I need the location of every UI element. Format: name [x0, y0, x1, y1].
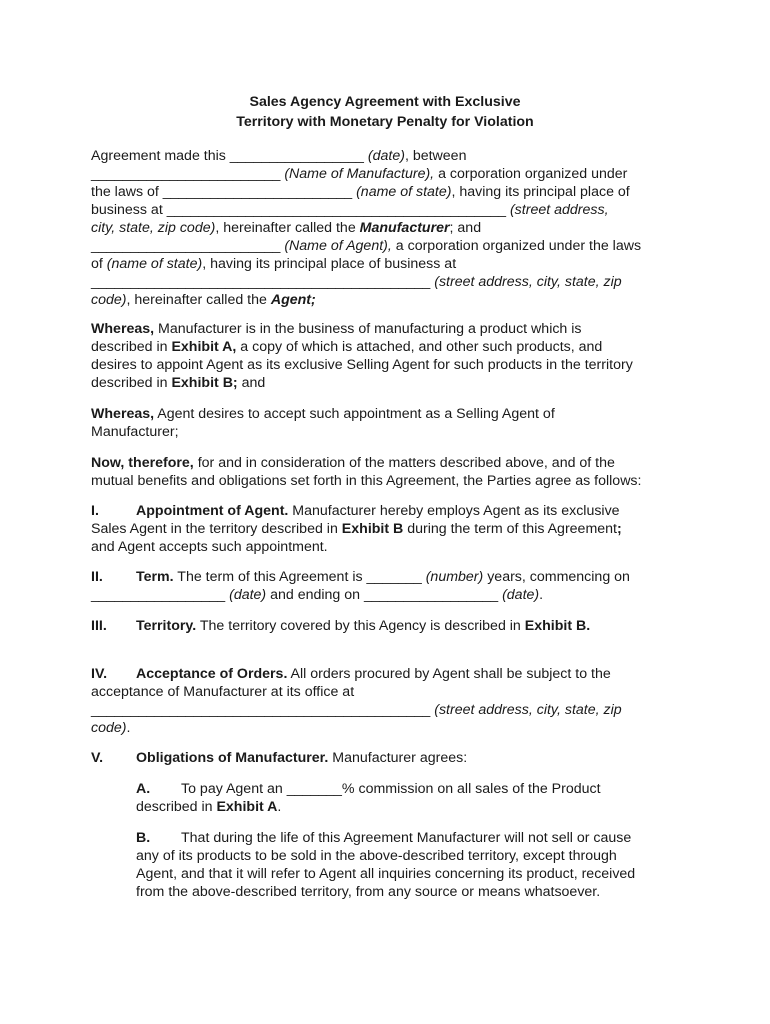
title-line-2: Territory with Monetary Penalty for Violation — [236, 114, 534, 130]
paragraph-line: B. That during the life of this Agreement Manufacturer will not sell or cause — [136, 830, 632, 846]
paragraph-line: II. Term. The term of this Agreement is _______ (number) years, commencing on — [91, 569, 630, 585]
paragraph-line: from the above-described territory, from any source or means whatsoever. — [136, 884, 601, 900]
now-therefore-paragraph — [91, 454, 691, 490]
subsection-letter: A. — [136, 781, 151, 797]
section-4-acceptance-of-orders — [91, 665, 691, 737]
paragraph-line: and Agent accepts such appointment. — [91, 539, 328, 555]
paragraph-line: desires to appoint Agent as its exclusive Selling Agent for such products in the territory — [91, 357, 633, 373]
paragraph-line: Sales Agent in the territory described in Exhibit B during the term of this Agreement; — [91, 521, 622, 537]
paragraph-line: Now, therefore, for and in consideration of the matters described above, and of the — [91, 455, 615, 471]
intro-line: business at ___________________________________________ (street address, — [91, 202, 609, 218]
paragraph-line: Agent, and that it will refer to Agent all inquiries concerning its product, received — [136, 866, 636, 882]
paragraph-line: V. Obligations of Manufacturer. Manufacturer agrees: — [91, 750, 468, 766]
paragraph-line: Whereas, Agent desires to accept such appointment as a Selling Agent of — [91, 406, 555, 422]
section-3-territory — [91, 617, 691, 635]
section-number: I. — [91, 503, 99, 519]
section-number: IV. — [91, 666, 108, 682]
whereas-paragraph-1 — [91, 320, 691, 392]
paragraph-line: IV. Acceptance of Orders. All orders procured by Agent shall be subject to the — [91, 666, 611, 682]
paragraph-line: acceptance of Manufacturer at its office at — [91, 684, 355, 700]
title-line-1: Sales Agency Agreement with Exclusive — [249, 94, 521, 110]
intro-line: code), hereinafter called the Agent; — [91, 292, 316, 308]
paragraph-line: A. To pay Agent an _______% commission on all sales of the Product — [136, 781, 601, 797]
intro-line: the laws of ________________________ (name of state), having its principal place of — [91, 184, 630, 200]
paragraph-line: described in Exhibit A, a copy of which is attached, and other such products, and — [91, 339, 603, 355]
intro-line: ________________________ (Name of Agent), a corporation organized under the laws — [91, 238, 642, 254]
subsection-b — [136, 829, 696, 901]
paragraph-line: described in Exhibit A. — [136, 799, 282, 815]
paragraph-line: mutual benefits and obligations set forth in this Agreement, the Parties agree as follows: — [91, 473, 642, 489]
section-heading: Appointment of Agent. — [136, 503, 289, 519]
paragraph-line: code). — [91, 720, 131, 736]
paragraph-line: any of its products to be sold in the above-described territory, except through — [136, 848, 617, 864]
section-heading: Acceptance of Orders. — [136, 666, 288, 682]
subsection-letter: B. — [136, 830, 151, 846]
whereas-paragraph-2 — [91, 405, 691, 441]
paragraph-line: I. Appointment of Agent. Manufacturer hereby employs Agent as its exclusive — [91, 503, 620, 519]
section-number: V. — [91, 750, 104, 766]
intro-line: ___________________________________________ (street address, city, state, zip — [91, 274, 622, 290]
section-number: III. — [91, 618, 107, 634]
paragraph-line: Whereas, Manufacturer is in the business of manufacturing a product which is — [91, 321, 582, 337]
paragraph-line: _________________ (date) and ending on _________________ (date). — [91, 587, 544, 603]
section-heading: Obligations of Manufacturer. — [136, 750, 329, 766]
intro-paragraph — [91, 147, 691, 309]
section-number: II. — [91, 569, 103, 585]
intro-line: Agreement made this _________________ (date), between — [91, 148, 467, 164]
paragraph-line: Manufacturer; — [91, 424, 179, 440]
paragraph-line: described in Exhibit B; and — [91, 375, 266, 391]
intro-line: ________________________ (Name of Manufacture), a corporation organized under — [91, 166, 628, 182]
intro-line: city, state, zip code), hereinafter called the Manufacturer; and — [91, 220, 482, 236]
subsection-a — [136, 780, 696, 816]
section-5-obligations — [91, 749, 691, 767]
section-2-term — [91, 568, 691, 604]
document-title — [0, 93, 770, 131]
paragraph-line: ___________________________________________ (street address, city, state, zip — [91, 702, 622, 718]
intro-line: of (name of state), having its principal place of business at — [91, 256, 457, 272]
paragraph-line: III. Territory. The territory covered by this Agency is described in Exhibit B. — [91, 618, 591, 634]
section-heading: Term. — [136, 569, 174, 585]
section-heading: Territory. — [136, 618, 197, 634]
section-1-appointment — [91, 502, 691, 556]
